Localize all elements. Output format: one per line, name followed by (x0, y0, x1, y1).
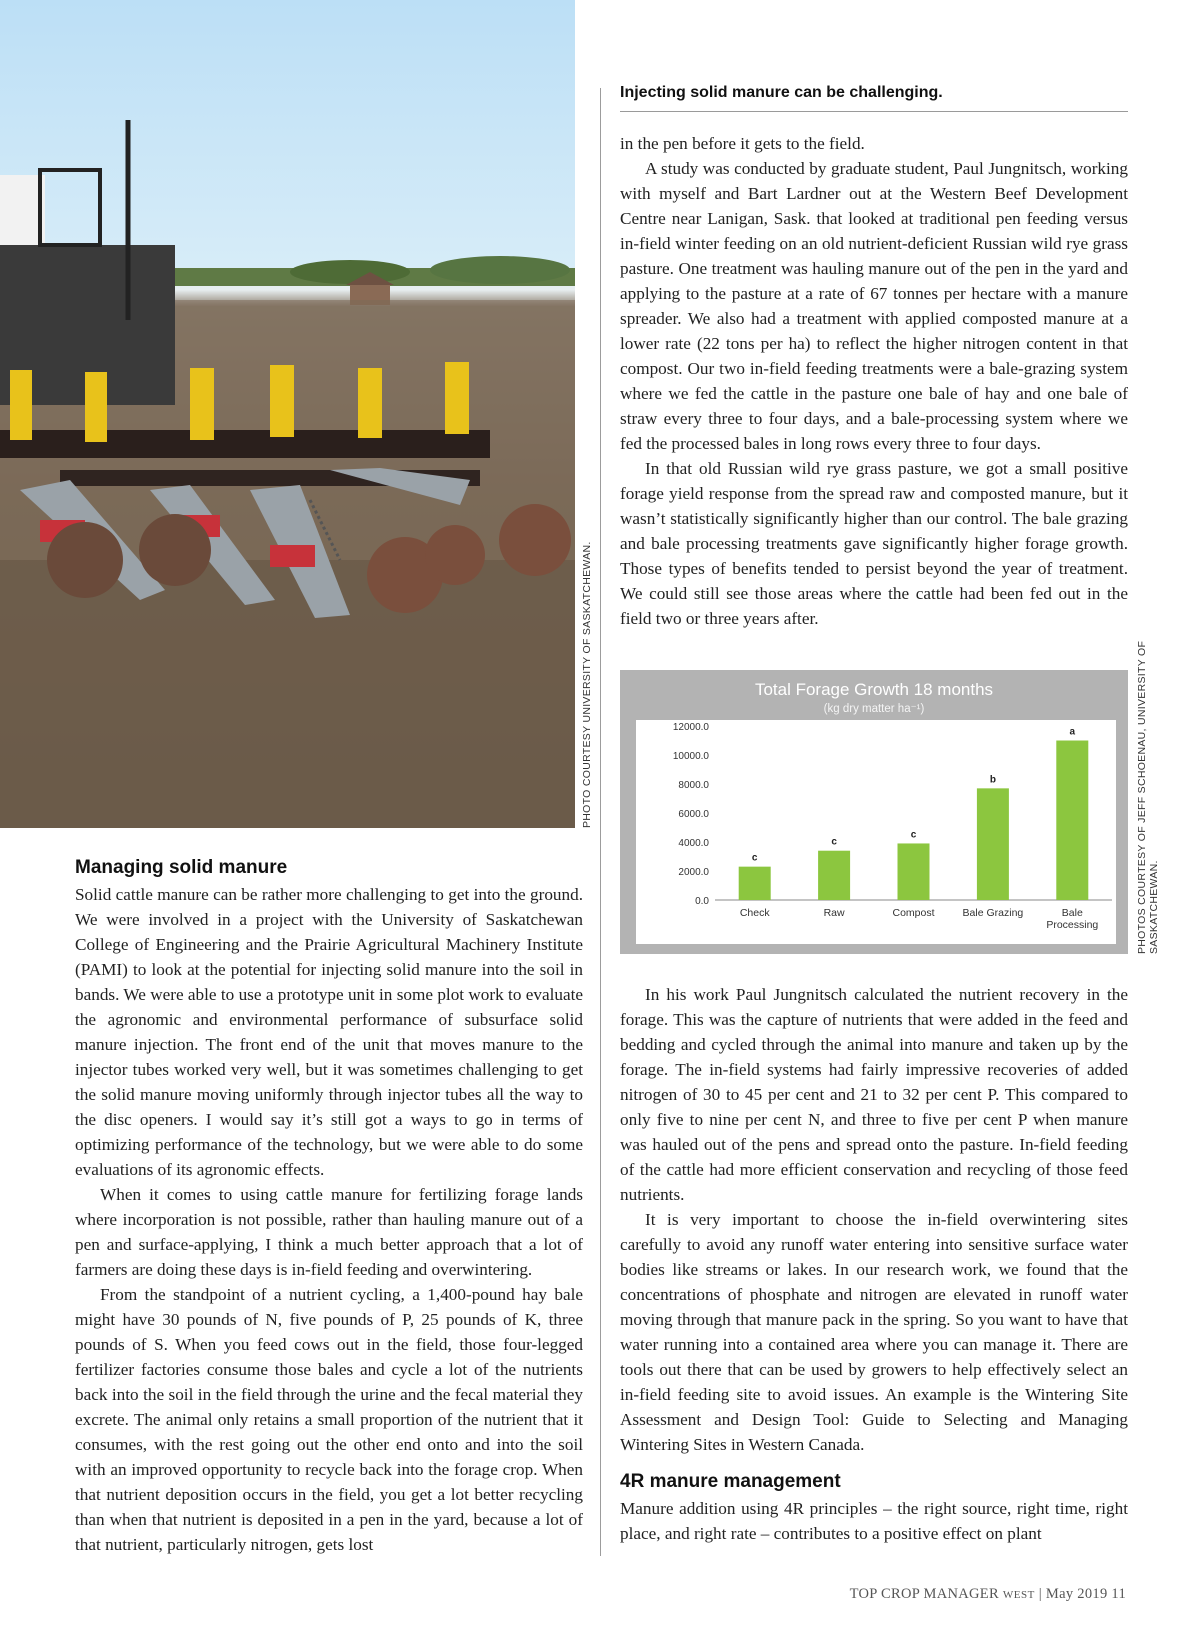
bar-bale-processing (1056, 741, 1088, 901)
right-paragraph-5: It is very important to choose the in-field overwintering sites carefully to avoid any runoff water entering into sensitive surface water bodies like streams or lakes. In our research work, we found that the concentrations of phosphate and nitrogen are elevated in runoff water moving through that manure pack in the spring. So you want to have that water running into a contained area where you can manage it. There are tools out there that can be used by growers to help effectively select an in-field feeding site to avoid issues. An example is the Wintering Site Assessment and Design Tool: Guide to Selecting and Managing Wintering Sites in Western Canada. (620, 1210, 1128, 1454)
left-paragraph-2: When it comes to using cattle manure for fertilizing forage lands where incorporation is not possible, rather than hauling manure out of a pen and surface-applying, I think a much better approach that a lot of farmers are doing these days is in-field feeding and overwintering. (75, 1185, 583, 1279)
y-tick-label: 0.0 (695, 896, 709, 907)
y-tick-label: 12000.0 (672, 722, 709, 733)
left-column (75, 855, 583, 1557)
y-tick-label: 10000.0 (672, 751, 709, 762)
bar-check (739, 867, 771, 900)
photo-credit-left: PHOTO COURTESY UNIVERSITY OF SASKATCHEWAN. (581, 541, 593, 828)
y-tick-label: 2000.0 (678, 867, 709, 878)
right-column-bottom (620, 982, 1128, 1546)
significance-letter: c (831, 836, 837, 848)
right-paragraph-4: In his work Paul Jungnitsch calculated the nutrient recovery in the forage. This was the capture of nutrients that were added in the feed and bedding and cycled through the animal into manure and taken up by the forage. The in-field systems had fairly impressive recoveries of added nitrogen of 30 to 45 per cent and 21 to 32 per cent P. This compared to only five to nine per cent N, and three to five per cent P when manure was hauled out of the pens and spread onto the pasture. In-field feeding of the cattle had more efficient conservation and recycling of those feed nutrients. (620, 985, 1128, 1204)
significance-letter: b (989, 774, 996, 786)
photo-caption-header: Injecting solid manure can be challenging. (620, 84, 1128, 112)
x-tick-label: Check (739, 907, 770, 919)
x-tick-label: Compost (892, 907, 935, 919)
bar-compost (898, 843, 930, 900)
x-tick-label: Bale Grazing (962, 907, 1024, 919)
chart-credit-line-2: SASKATCHEWAN. (1148, 860, 1160, 954)
footer-date-page: May 2019 11 (1045, 1586, 1126, 1602)
chart-title: Total Forage Growth 18 months (754, 680, 994, 699)
significance-letter: c (751, 852, 758, 864)
y-tick-label: 8000.0 (678, 780, 709, 791)
x-tick-label: Raw (823, 907, 845, 919)
significance-letter: c (910, 829, 917, 841)
section-heading-4r: 4R manure management (620, 1471, 841, 1492)
page-footer (850, 1586, 1126, 1603)
right-paragraph-6: Manure addition using 4R principles – the right source, right time, right place, and right rate – contributes to a positive effect on plant (620, 1499, 1128, 1543)
forage-growth-chart (620, 670, 1128, 954)
right-paragraph-2: A study was conducted by graduate student, Paul Jungnitsch, working with myself and Bart Lardner out at the Western Beef Development Centre near Lanigan, Sask. that looked at traditional pen feeding versus in-field winter feeding on an old nutrient-deficient Russian wild rye grass pasture. One treatment was hauling manure out of the pen in the yard and applying to the pasture at a rate of 67 tonnes per hectare with a manure spreader. We also had a treatment with applied composted manure at a lower rate (22 tons per ha) to reflect the higher nitrogen content in that compost. Our two in-field feeding treatments were a bale-grazing system where we fed the cattle in the pasture one bale of hay and one bale of straw every three to four days, and a bale-processing system where we fed the processed bales in long rows every three to four days. (620, 159, 1128, 453)
column-divider (600, 88, 601, 1556)
left-paragraph-3: From the standpoint of a nutrient cycling, a 1,400-pound hay bale might have 30 pounds of N, five pounds of P, 25 pounds of K, three pounds of S. When you feed cows out in the field, those four-legged fertilizer factories consume those bales and cycle a lot of the nutrients back into the soil in the field through the urine and the fecal material they excrete. The animal only retains a small proportion of the nutrient that it consumes, with the rest going out the other end onto and into the soil with an improved opportunity to recycle back into the forage crop. When that nutrient deposition occurs in the field, you get a lot better recycling than when that nutrient is deposited in a pen in the yard, because a lot of that nutrient, particularly nitrogen, gets lost (75, 1285, 583, 1554)
footer-magazine: TOP CROP MANAGER (849, 1586, 999, 1602)
manure-injector-photo (0, 0, 575, 828)
footer-separator: | (1038, 1586, 1042, 1602)
bar-bale-grazing (977, 788, 1009, 900)
footer-edition: WEST (1002, 1589, 1035, 1601)
significance-letter: a (1069, 726, 1076, 738)
x-tick-label: Bale (1061, 907, 1083, 919)
left-paragraph-1: Solid cattle manure can be rather more challenging to get into the ground. We were involved in a project with the University of Saskatchewan College of Engineering and the Prairie Agricultural Machinery Institute (PAMI) to look at the potential for injecting solid manure into the soil in bands. We were able to use a prototype unit in some plot work to evaluate the agronomic and environmental performance of subsurface solid manure injection. The front end of the unit that moves manure to the injector tubes worked very well, but it was sometimes challenging to get the solid manure moving uniformly through injector tubes all the way to the disc openers. I would say it’s still got a ways to go in terms of optimizing performance of the technology, but we were able to do some evaluations of its agronomic effects. (75, 885, 583, 1179)
right-paragraph-3: In that old Russian wild rye grass pasture, we got a small positive forage yield response from the spread raw and composted manure, but it wasn’t statistically significantly higher than our control. The bale grazing and bale processing treatments gave significantly higher forage growth. Those types of benefits tended to persist beyond the year of treatment. We could still see those areas where the cattle had been fed out in the field two or three years after. (620, 459, 1128, 628)
x-tick-label: Processing (1046, 919, 1099, 931)
photo-illustration (0, 0, 575, 828)
y-tick-label: 4000.0 (678, 838, 709, 849)
chart-svg (620, 670, 1128, 954)
right-column-top (620, 131, 1128, 631)
y-tick-label: 6000.0 (678, 809, 709, 820)
chart-subtitle: (kg dry matter ha⁻¹) (823, 703, 925, 715)
section-heading-managing-solid-manure: Managing solid manure (75, 857, 288, 878)
chart-credit-line-1: PHOTOS COURTESY OF JEFF SCHOENAU, UNIVERSITY OF (1136, 640, 1148, 954)
bar-raw (818, 851, 850, 900)
right-paragraph-1: in the pen before it gets to the field. (620, 134, 865, 153)
